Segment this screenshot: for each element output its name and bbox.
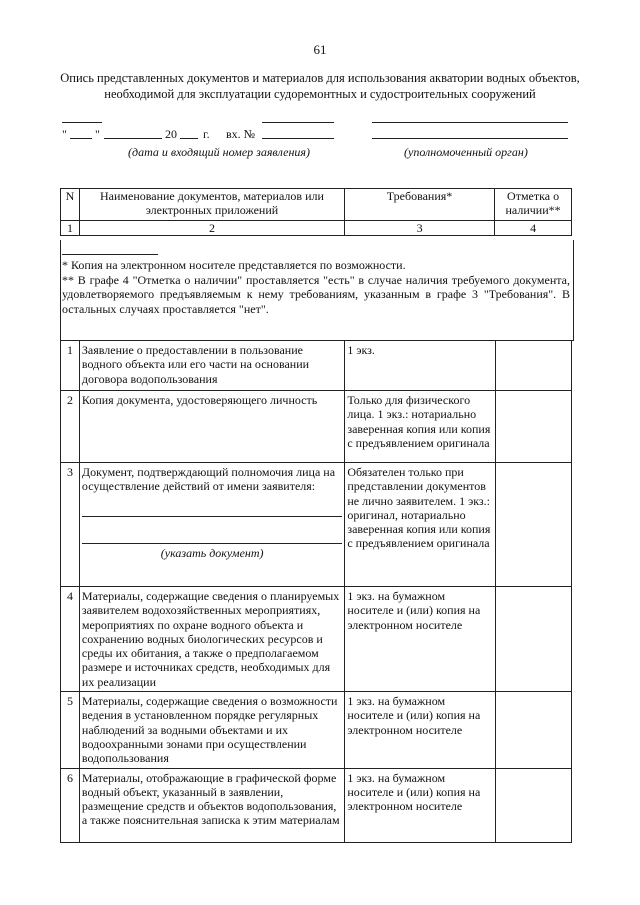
- row-number: 3: [61, 463, 80, 587]
- row-name: Материалы, содержащие сведения о возможности ведения в установленном порядке регулярных наблюдений за водными объектами и их водоохранными зонами при осуществлении водопользования: [79, 692, 344, 768]
- col-header-mark: Отметка о наличии**: [495, 189, 572, 221]
- row-mark: [495, 587, 571, 692]
- row-mark: [495, 391, 571, 463]
- authority-line-1: [372, 122, 568, 123]
- page-number: 61: [313, 42, 327, 57]
- row-number: 1: [61, 341, 80, 391]
- row-requirements: 1 экз.: [345, 341, 495, 391]
- row-requirements: 1 экз. на бумажном носителе и (или) копия на электронном носителе: [345, 587, 495, 692]
- col-number-3: 3: [344, 221, 494, 236]
- row-name: Копия документа, удостоверяющего личность: [79, 391, 344, 463]
- top-short-line: [62, 122, 102, 123]
- day-blank: [70, 138, 92, 139]
- row-requirements: 1 экз. на бумажном носителе и (или) копия на электронном носителе: [345, 692, 495, 768]
- notes: [62, 258, 570, 316]
- page-title: Опись представленных документов и материалов для использования акватории водных объектов, необходимой для эксплуатации судоремонтных и судостроительных сооружений: [60, 71, 580, 101]
- table-row: [61, 463, 572, 587]
- year-prefix: 20: [165, 127, 177, 141]
- col-number-1: 1: [61, 221, 80, 236]
- row-mark: [495, 341, 571, 391]
- number-blank: [262, 138, 334, 139]
- col-header-name: Наименование документов, материалов или электронных приложений: [79, 189, 344, 221]
- month-blank: [104, 138, 162, 139]
- date-caption: (дата и входящий номер заявления): [128, 145, 310, 159]
- row-number: 5: [61, 692, 80, 768]
- specify-caption: (указать документ): [160, 545, 264, 560]
- row-number: 4: [61, 587, 80, 692]
- table-row: [61, 391, 572, 463]
- year-blank: [180, 138, 198, 139]
- specify-line: [82, 543, 342, 544]
- note-2: ** В графе 4 "Отметка о наличии" проставляется "есть" в случае наличия требуемого документа, удовлетворяемого предъявляемым к нему требованиям, указанным в графе 3 "Требования". В остальных случаях проставляется "нет".: [62, 272, 570, 316]
- top-number-line: [262, 122, 334, 123]
- table-row: [61, 341, 572, 391]
- incoming-number-label: вх. №: [226, 127, 256, 141]
- col-number-4: 4: [495, 221, 572, 236]
- col-header-requirements: Требования*: [344, 189, 494, 221]
- row-number: 6: [61, 768, 80, 842]
- quote-open: ": [62, 127, 67, 141]
- year-suffix: г.: [203, 127, 210, 141]
- header-table: [60, 188, 572, 236]
- authority-line-2: [372, 138, 568, 139]
- note-1: * Копия на электронном носителе представляется по возможности.: [62, 258, 406, 272]
- row-mark: [495, 692, 571, 768]
- row-name: Материалы, содержащие сведения о планируемых заявителем водохозяйственных мероприятиях, мероприятиях по охране водного объекта и сохранению водных биологических ресурсов и среды их обитания, а также о предполагаемом размере и источниках средств, необходимых для их реализации: [79, 587, 344, 692]
- specify-line-top: [82, 516, 342, 517]
- row-requirements: Только для физического лица. 1 экз.: нотариально заверенная копия или копия с предъявлением оригинала: [345, 391, 495, 463]
- row-requirements: 1 экз. на бумажном носителе и (или) копия на электронном носителе: [345, 768, 495, 842]
- table-row: [61, 587, 572, 692]
- table-row: [61, 692, 572, 768]
- row-name: Заявление о предоставлении в пользование водного объекта или его части на основании договора водопользования: [79, 341, 344, 391]
- row-requirements: Обязателен только при представлении документов не лично заявителем. 1 экз.: оригинал, нотариально заверенная копия или копия с предъявлением оригинала: [345, 463, 495, 587]
- col-number-2: 2: [79, 221, 344, 236]
- row-number: 2: [61, 391, 80, 463]
- row-name: Материалы, отображающие в графической форме водный объект, указанный в заявлении, размещение средств и объектов водопользования, а также пояснительная записка к этим материалам: [79, 768, 344, 842]
- authority-caption: (уполномоченный орган): [404, 145, 528, 159]
- documents-table: [60, 340, 572, 843]
- row-mark: [495, 768, 571, 842]
- col-header-number: N: [61, 189, 80, 221]
- table-row: [61, 768, 572, 842]
- row-mark: [495, 463, 571, 587]
- row-name: Документ, подтверждающий полномочия лица на осуществление действий от имени заявителя:: [81, 465, 336, 494]
- notes-separator: [62, 254, 158, 255]
- quote-close: ": [95, 127, 100, 141]
- row-name-cell: [79, 463, 344, 587]
